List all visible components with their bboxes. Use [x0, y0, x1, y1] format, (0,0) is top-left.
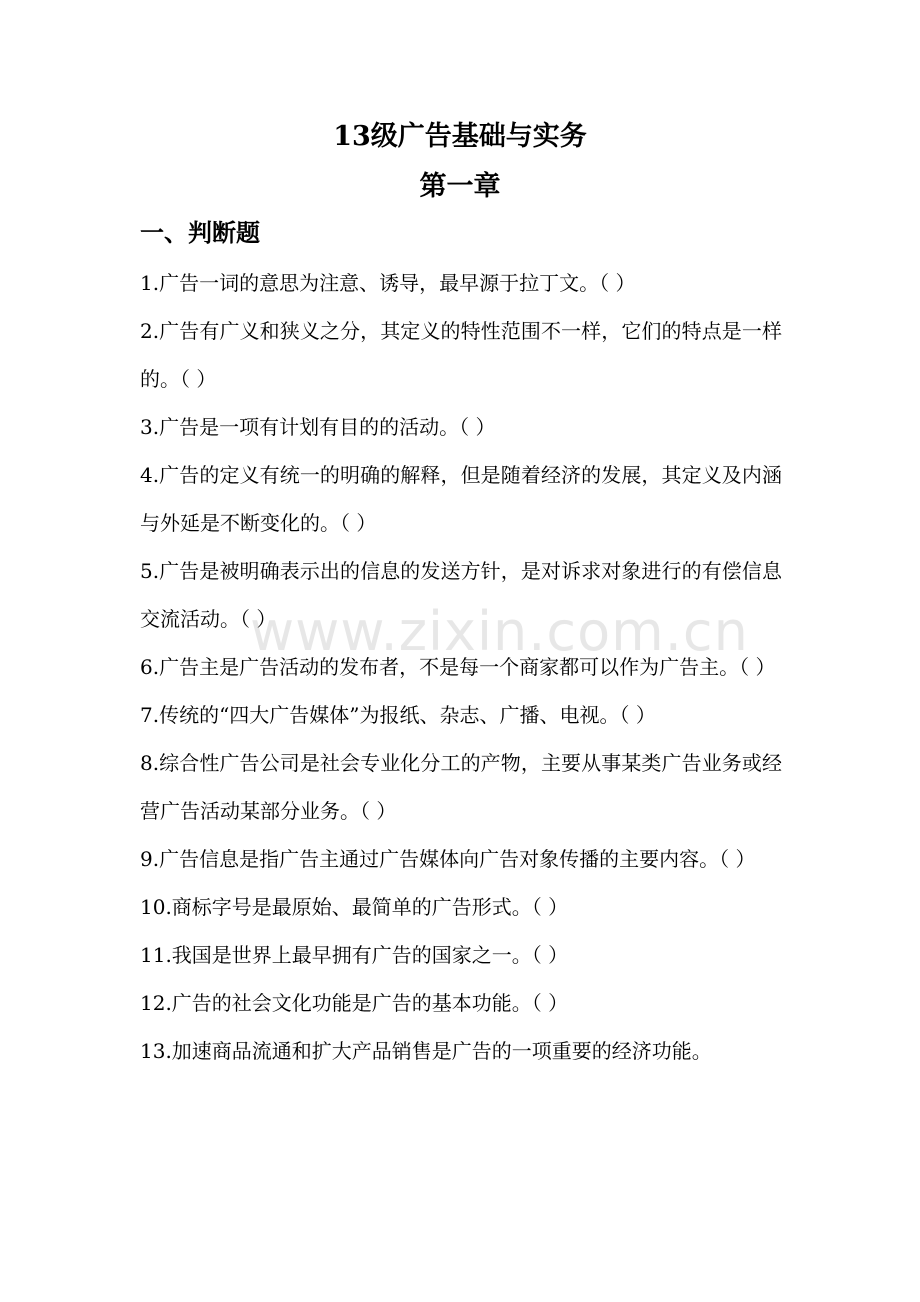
- question-item: 4.广告的定义有统一的明确的解释，但是随着经济的发展，其定义及内涵与外延是不断变化的。（ ）: [140, 463, 782, 535]
- question-item: 8.综合性广告公司是社会专业化分工的产物，主要从事某类广告业务或经营广告活动某部分业务。（ ）: [140, 751, 782, 823]
- question-item: 11.我国是世界上最早拥有广告的国家之一。（ ）: [140, 943, 569, 967]
- question-item: 10.商标字号是最原始、最简单的广告形式。（ ）: [140, 895, 569, 919]
- document-title: 13级广告基础与实务: [333, 121, 587, 152]
- question-item: 1.广告一词的意思为注意、诱导，最早源于拉丁文。（ ）: [140, 271, 636, 295]
- question-item: 7.传统的“四大广告媒体”为报纸、杂志、广播、电视。（ ）: [140, 703, 656, 727]
- chapter-title: 第一章: [419, 171, 501, 202]
- question-item: 12.广告的社会文化功能是广告的基本功能。（ ）: [140, 991, 569, 1015]
- question-item: 13.加速商品流通和扩大产品销售是广告的一项重要的经济功能。: [140, 1039, 712, 1063]
- question-list: [140, 259, 782, 1075]
- question-item: 2.广告有广义和狭义之分，其定义的特性范围不一样，它们的特点是一样的。（ ）: [140, 319, 782, 391]
- question-item: 9.广告信息是指广告主通过广告媒体向广告对象传播的主要内容。（ ）: [140, 847, 756, 871]
- section-heading: 一、判断题: [140, 219, 260, 247]
- question-item: 3.广告是一项有计划有目的的活动。（ ）: [140, 415, 496, 439]
- question-item: 5.广告是被明确表示出的信息的发送方针，是对诉求对象进行的有偿信息交流活动。（ ）: [140, 559, 782, 631]
- watermark-text: www.zixin.com.cn: [250, 600, 749, 663]
- question-item: 6.广告主是广告活动的发布者，不是每一个商家都可以作为广告主。（ ）: [140, 655, 776, 679]
